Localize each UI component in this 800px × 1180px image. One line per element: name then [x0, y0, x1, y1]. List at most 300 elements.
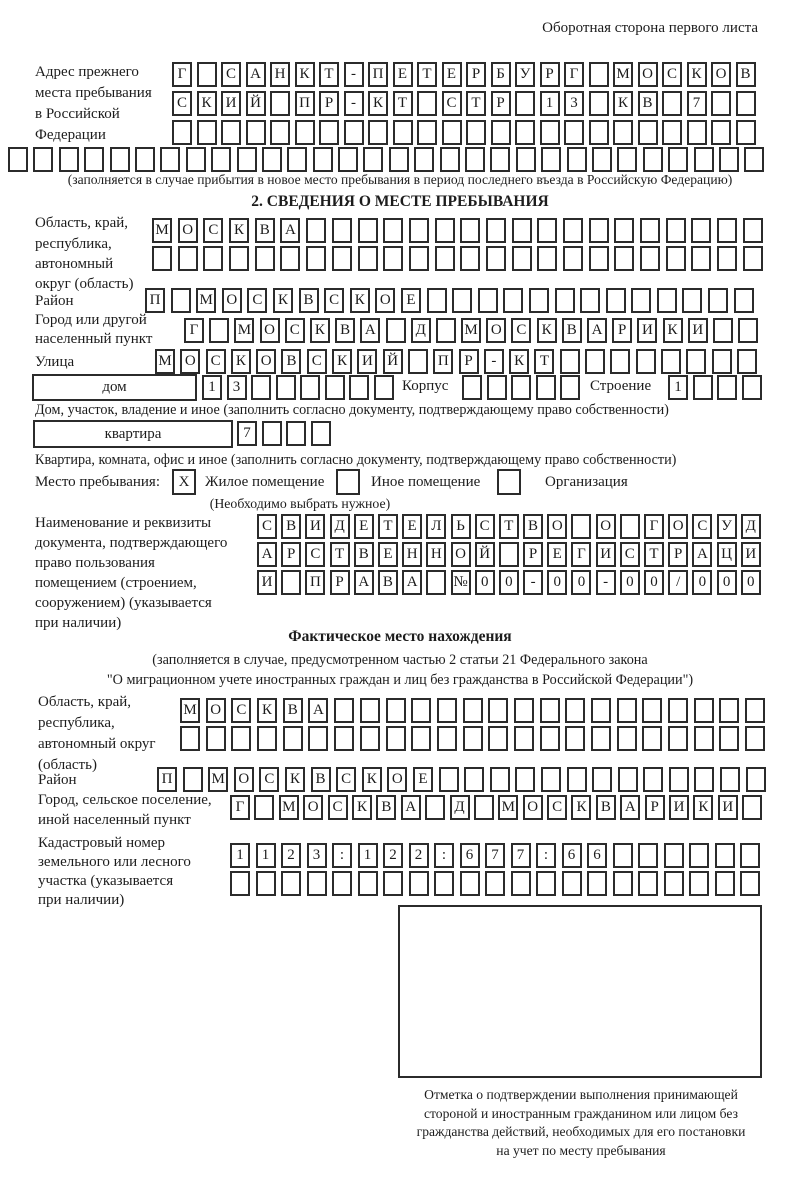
char-cell	[442, 120, 462, 145]
street-row	[155, 349, 757, 374]
char-cell	[135, 147, 155, 172]
char-cell	[745, 698, 765, 723]
char-cell	[358, 871, 378, 896]
char-cell	[270, 91, 290, 116]
char-cell: Д	[741, 514, 761, 539]
char-cell	[668, 698, 688, 723]
char-cell	[308, 726, 328, 751]
stroenie-row	[668, 375, 762, 400]
char-cell: 0	[692, 570, 712, 595]
char-cell: С	[328, 795, 348, 820]
char-cell: К	[295, 62, 315, 87]
char-cell	[257, 726, 277, 751]
char-cell	[744, 147, 764, 172]
stay-option-other: Иное помещение	[371, 474, 481, 490]
char-cell	[512, 246, 532, 271]
char-cell: А	[620, 795, 640, 820]
apartment-note: Квартира, комната, офис и иное (заполнить согласно документу, подтверждающему право собственности)	[35, 452, 677, 468]
char-cell	[693, 375, 713, 400]
char-cell	[694, 726, 714, 751]
checkbox-mark: X	[178, 473, 190, 490]
apartment-box-label: квартира	[104, 425, 162, 442]
char-cell: К	[310, 318, 330, 343]
char-cell	[743, 246, 763, 271]
char-cell: 7	[511, 843, 531, 868]
char-cell	[283, 726, 303, 751]
char-cell: О	[178, 218, 198, 243]
char-cell	[610, 349, 630, 374]
char-cell	[717, 218, 737, 243]
char-cell	[486, 218, 506, 243]
char-cell	[490, 767, 510, 792]
prev-address-row-4	[8, 147, 764, 172]
char-cell	[246, 120, 266, 145]
char-cell: В	[281, 349, 301, 374]
char-cell	[717, 246, 737, 271]
char-cell: О	[486, 318, 506, 343]
char-cell: Н	[426, 542, 446, 567]
char-cell: П	[433, 349, 453, 374]
char-cell	[661, 349, 681, 374]
char-cell: М	[279, 795, 299, 820]
char-cell: С	[324, 288, 344, 313]
char-cell	[563, 218, 583, 243]
document-row-3	[257, 570, 761, 595]
char-cell	[383, 871, 403, 896]
char-cell: Т	[378, 514, 398, 539]
char-cell	[463, 726, 483, 751]
char-cell	[437, 698, 457, 723]
char-cell: К	[257, 698, 277, 723]
char-cell	[160, 147, 180, 172]
char-cell: М	[461, 318, 481, 343]
char-cell	[592, 147, 612, 172]
region-label: автономный	[35, 256, 114, 272]
char-cell	[287, 147, 307, 172]
char-cell: В	[562, 318, 582, 343]
char-cell: В	[378, 570, 398, 595]
cadastral-row-2	[230, 871, 760, 896]
char-cell: Р	[612, 318, 632, 343]
checkbox-residential	[172, 469, 196, 495]
actual-city-row	[230, 795, 762, 820]
char-cell	[490, 147, 510, 172]
char-cell: Г	[184, 318, 204, 343]
char-cell	[332, 246, 352, 271]
char-cell	[281, 871, 301, 896]
char-cell	[565, 726, 585, 751]
page-side-note: Оборотная сторона первого листа	[542, 20, 758, 36]
char-cell: 7	[237, 421, 257, 446]
char-cell: К	[687, 62, 707, 87]
char-cell: А	[280, 218, 300, 243]
char-cell	[511, 871, 531, 896]
region-label: округ (область)	[35, 276, 134, 292]
char-cell	[488, 726, 508, 751]
char-cell: :	[434, 843, 454, 868]
char-cell	[358, 218, 378, 243]
char-cell	[460, 246, 480, 271]
char-cell	[614, 246, 634, 271]
char-cell: С	[475, 514, 495, 539]
char-cell	[411, 726, 431, 751]
char-cell: Л	[426, 514, 446, 539]
actual-location-title: Фактическое место нахождения	[288, 628, 512, 645]
char-cell	[237, 147, 257, 172]
char-cell: И	[257, 570, 277, 595]
char-cell	[358, 246, 378, 271]
char-cell: 1	[668, 375, 688, 400]
char-cell	[666, 246, 686, 271]
char-cell: П	[305, 570, 325, 595]
char-cell	[567, 147, 587, 172]
char-cell: К	[368, 91, 388, 116]
char-cell	[589, 218, 609, 243]
char-cell: С	[547, 795, 567, 820]
char-cell	[613, 871, 633, 896]
char-cell: П	[368, 62, 388, 87]
char-cell: К	[273, 288, 293, 313]
char-cell: С	[172, 91, 192, 116]
stay-option-organization: Организация	[545, 474, 628, 490]
char-cell	[270, 120, 290, 145]
char-cell	[59, 147, 79, 172]
char-cell: Е	[442, 62, 462, 87]
char-cell: И	[596, 542, 616, 567]
char-cell	[172, 120, 192, 145]
char-cell	[256, 871, 276, 896]
char-cell	[565, 698, 585, 723]
char-cell	[664, 871, 684, 896]
char-cell	[691, 246, 711, 271]
char-cell: -	[523, 570, 543, 595]
char-cell	[734, 288, 754, 313]
char-cell: Т	[466, 91, 486, 116]
char-cell: Т	[534, 349, 554, 374]
char-cell: Д	[411, 318, 431, 343]
actual-region-label: Область, край,	[38, 694, 132, 710]
char-cell: 0	[475, 570, 495, 595]
char-cell	[589, 246, 609, 271]
char-cell: 2	[281, 843, 301, 868]
char-cell: О	[256, 349, 276, 374]
char-cell: 7	[687, 91, 707, 116]
char-cell	[466, 120, 486, 145]
char-cell: И	[221, 91, 241, 116]
char-cell	[408, 349, 428, 374]
char-cell: С	[259, 767, 279, 792]
char-cell	[643, 147, 663, 172]
prev-address-label: Федерации	[35, 127, 106, 143]
char-cell: Г	[571, 542, 591, 567]
char-cell: Й	[383, 349, 403, 374]
actual-district-label: Район	[38, 772, 77, 788]
char-cell	[515, 91, 535, 116]
char-cell: У	[515, 62, 535, 87]
char-cell: С	[620, 542, 640, 567]
street-label: Улица	[35, 354, 75, 370]
char-cell: Г	[172, 62, 192, 87]
char-cell: Б	[491, 62, 511, 87]
char-cell	[254, 795, 274, 820]
char-cell	[591, 726, 611, 751]
char-cell: А	[308, 698, 328, 723]
char-cell: :	[332, 843, 352, 868]
char-cell: 6	[460, 843, 480, 868]
char-cell	[638, 120, 658, 145]
char-cell	[664, 843, 684, 868]
char-cell: О	[638, 62, 658, 87]
char-cell: С	[206, 349, 226, 374]
region-row-1	[152, 218, 763, 243]
char-cell	[286, 421, 306, 446]
char-cell	[251, 375, 271, 400]
city-label: населенный пункт	[35, 331, 153, 347]
char-cell	[745, 726, 765, 751]
char-cell: А	[402, 570, 422, 595]
char-cell	[742, 795, 762, 820]
city-row	[184, 318, 758, 343]
char-cell	[638, 871, 658, 896]
char-cell	[386, 698, 406, 723]
char-cell: 3	[227, 375, 247, 400]
char-cell	[536, 871, 556, 896]
char-cell: Р	[668, 542, 688, 567]
char-cell: С	[442, 91, 462, 116]
document-row-2	[257, 542, 761, 567]
char-cell	[411, 698, 431, 723]
char-cell	[197, 62, 217, 87]
char-cell	[713, 318, 733, 343]
char-cell	[334, 726, 354, 751]
prev-address-row-2	[172, 91, 756, 116]
char-cell	[666, 218, 686, 243]
korpus-label: Корпус	[402, 378, 449, 394]
actual-city-label: иной населенный пункт	[38, 812, 191, 828]
char-cell: К	[229, 218, 249, 243]
char-cell	[540, 698, 560, 723]
char-cell	[642, 698, 662, 723]
char-cell: О	[387, 767, 407, 792]
char-cell	[383, 218, 403, 243]
char-cell	[221, 120, 241, 145]
char-cell: Н	[402, 542, 422, 567]
char-cell	[740, 843, 760, 868]
stay-option-residential: Жилое помещение	[205, 474, 325, 490]
char-cell	[171, 288, 191, 313]
char-cell: Е	[413, 767, 433, 792]
char-cell: Е	[402, 514, 422, 539]
char-cell	[262, 147, 282, 172]
char-cell	[562, 871, 582, 896]
char-cell	[712, 349, 732, 374]
char-cell: И	[688, 318, 708, 343]
char-cell: Т	[330, 542, 350, 567]
char-cell: 0	[547, 570, 567, 595]
char-cell	[311, 421, 331, 446]
char-cell: 0	[571, 570, 591, 595]
char-cell: О	[222, 288, 242, 313]
char-cell: -	[344, 62, 364, 87]
char-cell	[589, 91, 609, 116]
char-cell: К	[352, 795, 372, 820]
stroenie-label: Строение	[590, 378, 652, 394]
char-cell: В	[255, 218, 275, 243]
char-cell: Г	[644, 514, 664, 539]
char-cell	[515, 767, 535, 792]
char-cell: О	[375, 288, 395, 313]
document-label: помещением (строением,	[35, 575, 197, 591]
char-cell	[452, 288, 472, 313]
char-cell	[736, 120, 756, 145]
char-cell: С	[257, 514, 277, 539]
char-cell	[386, 318, 406, 343]
char-cell	[511, 375, 531, 400]
prev-address-label: в Российской	[35, 106, 120, 122]
char-cell	[360, 726, 380, 751]
char-cell	[689, 843, 709, 868]
char-cell: В	[281, 514, 301, 539]
char-cell: М	[498, 795, 518, 820]
char-cell: К	[231, 349, 251, 374]
char-cell: 0	[717, 570, 737, 595]
char-cell	[281, 570, 301, 595]
char-cell: У	[717, 514, 737, 539]
char-cell	[694, 147, 714, 172]
section2-title: 2. СВЕДЕНИЯ О МЕСТЕ ПРЕБЫВАНИЯ	[251, 193, 549, 210]
char-cell: 1	[256, 843, 276, 868]
char-cell	[614, 218, 634, 243]
char-cell: И	[637, 318, 657, 343]
char-cell: /	[668, 570, 688, 595]
char-cell	[529, 288, 549, 313]
char-cell: О	[180, 349, 200, 374]
char-cell	[617, 726, 637, 751]
char-cell: 0	[644, 570, 664, 595]
char-cell: В	[354, 542, 374, 567]
char-cell	[360, 698, 380, 723]
char-cell: Й	[475, 542, 495, 567]
char-cell	[668, 726, 688, 751]
char-cell: Г	[230, 795, 250, 820]
char-cell	[580, 288, 600, 313]
char-cell: С	[231, 698, 251, 723]
char-cell: Р	[491, 91, 511, 116]
char-cell: К	[509, 349, 529, 374]
stay-type-label: Место пребывания:	[35, 474, 160, 490]
actual-region-label: автономный округ	[38, 736, 156, 752]
char-cell: №	[451, 570, 471, 595]
char-cell: О	[668, 514, 688, 539]
char-cell	[537, 246, 557, 271]
char-cell	[434, 871, 454, 896]
char-cell: А	[401, 795, 421, 820]
char-cell: Р	[330, 570, 350, 595]
char-cell: 3	[307, 843, 327, 868]
char-cell	[332, 871, 352, 896]
char-cell	[571, 514, 591, 539]
stamp-note-line: Отметка о подтверждении выполнения принимающей	[424, 1087, 738, 1102]
char-cell	[687, 120, 707, 145]
char-cell: Т	[417, 62, 437, 87]
char-cell: В	[596, 795, 616, 820]
char-cell: Г	[564, 62, 584, 87]
char-cell	[669, 767, 689, 792]
char-cell: С	[305, 542, 325, 567]
char-cell: 2	[409, 843, 429, 868]
char-cell: А	[354, 570, 374, 595]
char-cell: О	[596, 514, 616, 539]
char-cell	[719, 147, 739, 172]
char-cell	[514, 726, 534, 751]
char-cell: С	[203, 218, 223, 243]
char-cell	[344, 120, 364, 145]
char-cell	[306, 246, 326, 271]
cadastral-label: участка (указывается	[38, 873, 174, 889]
char-cell: М	[208, 767, 228, 792]
char-cell	[460, 218, 480, 243]
district-label: Район	[35, 293, 74, 309]
char-cell	[589, 120, 609, 145]
char-cell	[437, 726, 457, 751]
char-cell: Т	[499, 514, 519, 539]
city-label: Город или другой	[35, 312, 147, 328]
char-cell	[719, 698, 739, 723]
char-cell: М	[613, 62, 633, 87]
document-label: Наименование и реквизиты	[35, 515, 212, 531]
char-cell: К	[197, 91, 217, 116]
char-cell	[589, 62, 609, 87]
actual-region-label: республика,	[38, 715, 115, 731]
char-cell	[682, 288, 702, 313]
char-cell	[694, 767, 714, 792]
stamp-note-line: гражданства действий, необходимых для его постановки	[416, 1124, 746, 1140]
char-cell: А	[360, 318, 380, 343]
char-cell: :	[536, 843, 556, 868]
char-cell: О	[547, 514, 567, 539]
char-cell: 7	[485, 843, 505, 868]
char-cell: О	[234, 767, 254, 792]
char-cell	[742, 375, 762, 400]
char-cell	[555, 288, 575, 313]
char-cell	[295, 120, 315, 145]
char-cell	[689, 871, 709, 896]
char-cell: Д	[450, 795, 470, 820]
char-cell	[657, 288, 677, 313]
char-cell	[427, 288, 447, 313]
char-cell: 1	[358, 843, 378, 868]
char-cell: К	[362, 767, 382, 792]
char-cell	[374, 375, 394, 400]
prev-address-label: Адрес прежнего	[35, 64, 139, 80]
char-cell	[486, 246, 506, 271]
char-cell	[640, 246, 660, 271]
cadastral-label: земельного или лесного	[38, 854, 191, 870]
char-cell	[8, 147, 28, 172]
prev-address-row-3	[172, 120, 756, 145]
char-cell: В	[311, 767, 331, 792]
char-cell	[465, 147, 485, 172]
char-cell: Е	[401, 288, 421, 313]
char-cell	[306, 218, 326, 243]
char-cell: А	[692, 542, 712, 567]
char-cell	[719, 726, 739, 751]
char-cell	[409, 218, 429, 243]
char-cell	[740, 871, 760, 896]
char-cell	[636, 349, 656, 374]
char-cell	[715, 843, 735, 868]
stamp-note	[385, 1086, 777, 1160]
